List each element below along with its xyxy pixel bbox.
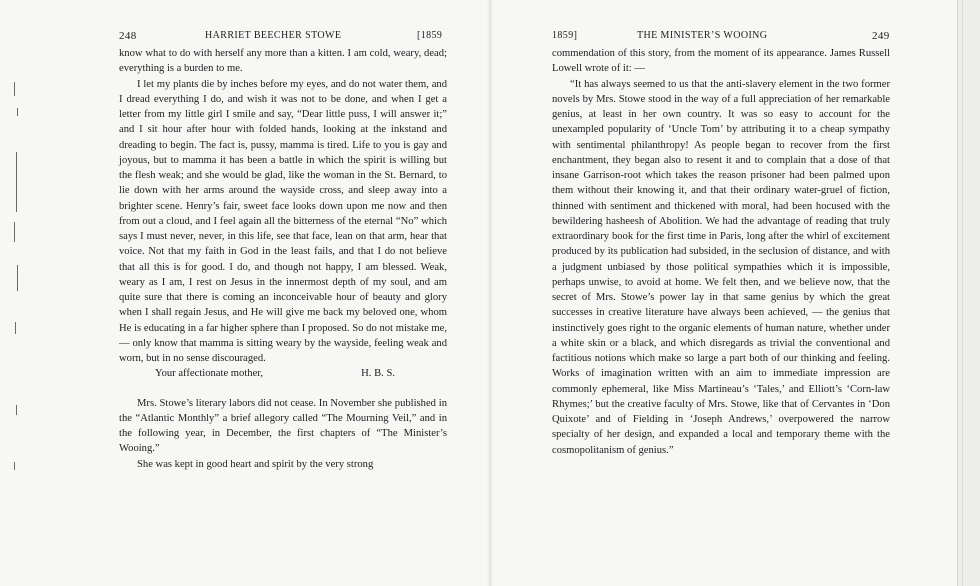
left-page-number: 248 (119, 30, 137, 42)
left-page-year: [1859 (417, 30, 443, 41)
right-running-head: THE MINISTER’S WOOING (637, 30, 768, 41)
scan-edge (957, 0, 980, 586)
paragraph: I let my plants die by inches before my eyes, and do not water them, and I dread everything I do, and wish it was not to be done, and when I get a letter from my little girl I smile and say, “Dear little puss, I will answer it;” and I sit hour after hour with folded hands, looking at the inkstand and dreading to begin. The fact is, pussy, mamma is tired. Life to you is gay and joyous, but to mamma it has been a battle in which the spirit is willing but the flesh weak; and she would be glad, like the woman in the St. Bernard, to lie down with her arms around the wayside cross, and sleep away into a brighter scene. Henry’s fair, sweet face looks down upon me now and then from out a cloud, and I feel again all the bitterness of the eternal “No” which says I must never, never, in this life, see that face, lean on that arm, hear that voice. Not that my faith in God in the least fails, and that I do not believe that all this is for good. I do, and though not happy, I am blessed. Weak, weary as I am, I rest on Jesus in the innermost depth of my soul, and am quite sure that there is coming an inconceivable hour of beauty and glory when I shall regain Jesus, and He will give me back my beloved one, whom He is educating in a far higher sphere than I proposed. So do not mistake me, — only know that mamma is sitting weary by the wayside, feeling weak and worn, but in no sense discouraged. (119, 78, 447, 364)
right-page-text (552, 46, 890, 458)
left-page-text (119, 46, 447, 472)
paragraph: Mrs. Stowe’s literary labors did not cease. In November she published in the “Atlantic Monthly” a brief allegory called “The Mourning Veil,” and in the following year, in December, the first chapters of “The Minister’s Wooing.” (119, 397, 447, 455)
left-page-header (119, 30, 137, 42)
margin-annotations (14, 60, 22, 480)
paragraph: “It has always seemed to us that the anti-slavery element in the two former novels by Mrs. Stowe stood in the way of a full appreciation of her remarkable genius, at least in her own country. It was so easy to account for the unexampled popularity of ‘Uncle Tom’ by attributing it to a cheap sympathy with sentimental philanthropy! As people began to recover from the first enchantment, they began also to resent it and to complain that a dose of that insane Garrison-root which takes the reason prisoner had been palmed upon them without their knowing it, and that their ordinary water-gruel of fiction, thinned with sentiment and thickened with moral, had been hocused with the bewildering hasheesh of Abolition. We had the advantage of reading that truly extraordinary book for the first time in Paris, long after the whirl of excitement produced by its publication had subsided, in the seclusion of distance, and with a judgment unbiased by those political sympathies which it is impossible, perhaps unwise, to avoid at home. We felt then, and we believe now, that the secret of Mrs. Stowe’s power lay in that same genius by which the great successes in creative literature have always been achieved, — the genius that instinctively goes right to the organic elements of human nature, whether under a white skin or a black, and which disregards as trivial the conventional and factitious notions which make so large a part both of our thinking and feeling. Works of imagination written with an aim to immediate impression are commonly ephemeral, like Miss Martineau’s ‘Tales,’ and Elliott’s ‘Corn-law Rhymes;’ but the creative faculty of Mrs. Stowe, like that of Cervantes in ‘Don Quixote’ and of Fielding in ‘Joseph Andrews,’ overpowered the narrow specialty of her design, and expanded a local and temporary theme with the cosmopolitanism of genius.” (552, 78, 890, 456)
letter-signoff (119, 366, 447, 381)
right-page-year: 1859] (552, 30, 578, 41)
paragraph: know what to do with herself any more than a kitten. I am cold, weary, dead; everything is a burden to me. (119, 48, 447, 75)
right-page (490, 0, 980, 586)
left-running-head: HARRIET BEECHER STOWE (205, 30, 342, 41)
paragraph: commendation of this story, from the moment of its appearance. James Russell Lowell wrote of it: — (552, 48, 890, 75)
right-page-header (872, 30, 890, 42)
right-page-number: 249 (872, 30, 890, 42)
paragraph: She was kept in good heart and spirit by the very strong (137, 458, 374, 470)
letter-signature: H. B. S. (361, 368, 395, 380)
letter-closing: Your affectionate mother, (155, 368, 264, 380)
